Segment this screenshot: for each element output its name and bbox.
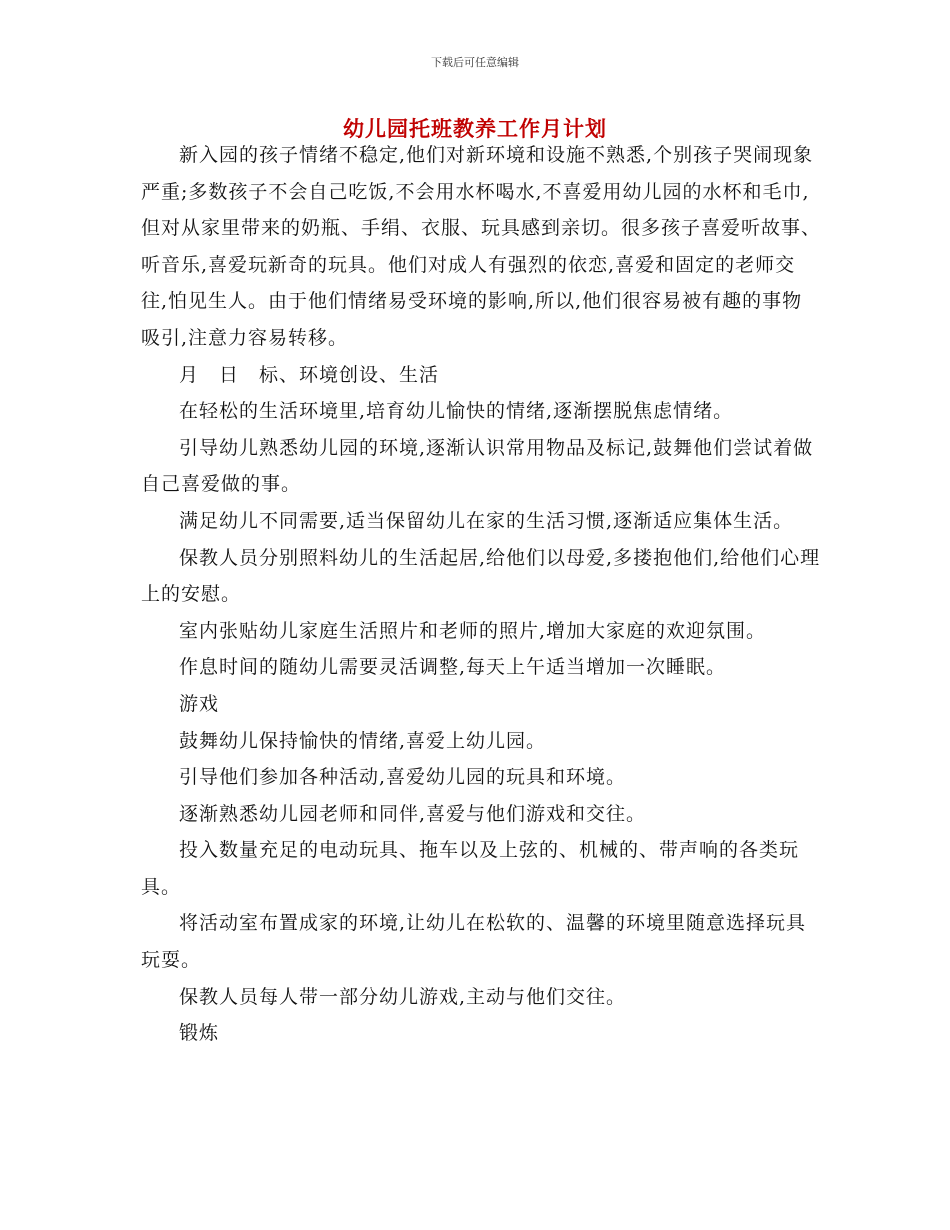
document-body [141,137,821,1052]
paragraph: 鼓舞幼儿保持愉快的情绪,喜爱上幼儿园。 [179,729,547,752]
paragraph-heading-exercise: 锻炼 [179,1022,220,1045]
paragraph: 将活动室布置成家的环境,让幼儿在松软的、温馨的环境里随意选择玩具玩耍。 [141,912,807,972]
paragraph-intro: 新入园的孩子情绪不稳定,他们对新环境和设施不熟悉,个别孩子哭闹现象严重;多数孩子不会自己吃饭,不会用水杯喝水,不喜爱用幼儿园的水杯和毛巾,但对从家里带来的奶瓶、手绢、衣服、玩具感到亲切。很多孩子喜爱听故事、听音乐,喜爱玩新奇的玩具。他们对成人有强烈的依恋,喜爱和固定的老师交往,怕见生人。由于他们情绪易受环境的影响,所以,他们很容易被有趣的事物吸引,注意力容易转移。 [141,144,822,349]
paragraph-section-heading: 月 日 标、环境创设、生活 [179,363,440,386]
header-note: 下载后可任意编辑 [431,56,519,69]
paragraph-heading-games: 游戏 [179,692,220,715]
paragraph: 在轻松的生活环境里,培育幼儿愉快的情绪,逐渐摆脱焦虑情绪。 [179,400,734,423]
paragraph: 满足幼儿不同需要,适当保留幼儿在家的生活习惯,逐渐适应集体生活。 [179,509,794,532]
paragraph: 投入数量充足的电动玩具、拖车以及上弦的、机械的、带声响的各类玩具。 [141,839,800,898]
paragraph: 逐渐熟悉幼儿园老师和同伴,喜爱与他们游戏和交往。 [179,802,647,825]
paragraph: 引导幼儿熟悉幼儿园的环境,逐渐认识常用物品及标记,鼓舞他们尝试着做自己喜爱做的事。 [141,436,814,496]
paragraph: 保教人员每人带一部分幼儿游戏,主动与他们交往。 [179,985,627,1008]
paragraph: 作息时间的随幼儿需要灵活调整,每天上午适当增加一次睡眠。 [179,656,727,679]
paragraph: 室内张贴幼儿家庭生活照片和老师的照片,增加大家庭的欢迎氛围。 [179,619,767,642]
paragraph: 引导他们参加各种活动,喜爱幼儿园的玩具和环境。 [179,766,627,789]
paragraph: 保教人员分别照料幼儿的生活起居,给他们以母爱,多搂抱他们,给他们心理上的安慰。 [141,546,821,606]
document-title: 幼儿园托班教养工作月计划 [343,117,607,141]
